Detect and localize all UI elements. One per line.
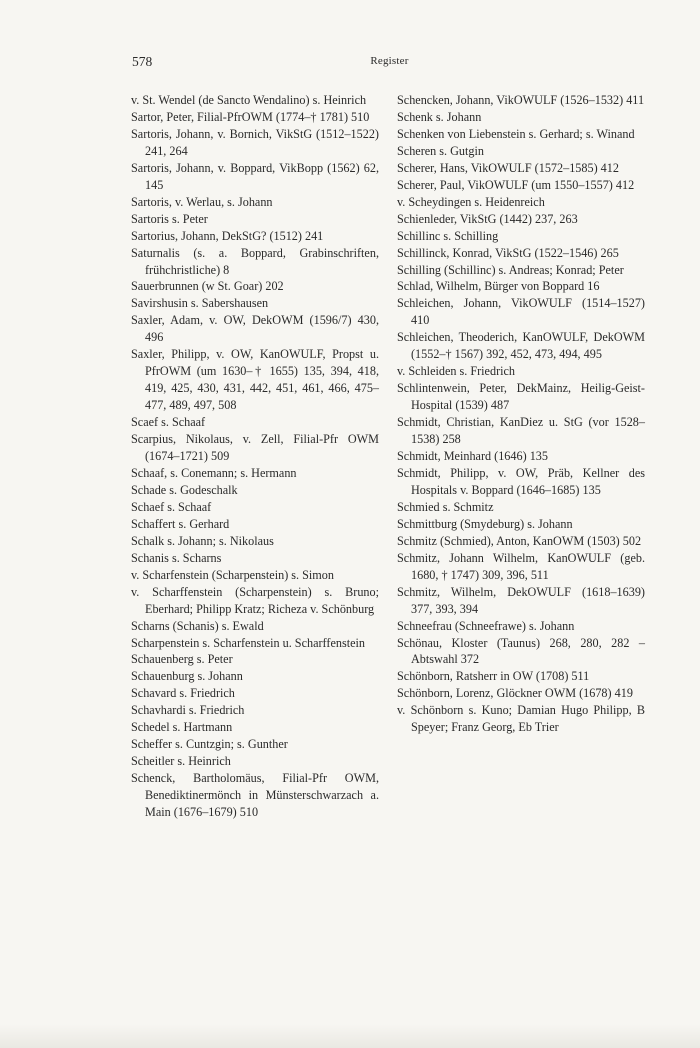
index-entry: Schavhardi s. Friedrich bbox=[131, 703, 245, 718]
index-entry: v. St. Wendel (de Sancto Wendalino) s. Heinrich bbox=[131, 93, 367, 107]
index-column-left bbox=[131, 92, 379, 821]
index-entry: Schneefrau (Schneefrawe) s. Johann bbox=[397, 618, 575, 633]
index-entry: Schalk s. Johann; s. Nikolaus bbox=[131, 533, 274, 548]
index-entry: Schönau, Kloster (Taunus) 268, 280, 282 – Abtswahl 372 bbox=[397, 635, 645, 667]
index-entry: Schmidt, Philipp, v. OW, Präb, Kellner des Hospitals v. Boppard (1646–1685) 135 bbox=[397, 465, 645, 497]
index-entry: Schauenburg s. Johann bbox=[131, 669, 243, 684]
index-entry: Savirshusin s. Sabershausen bbox=[131, 296, 269, 311]
index-entry: Saxler, Philipp, v. OW, KanOWULF, Propst u. PfrOWM (um 1630–† 1655) 135, 394, 418, 419, 425, 430, 431, 442, 451, 461, 466, 475–477, 489, 497, 508 bbox=[131, 347, 379, 413]
index-entry: Schaef s. Schaaf bbox=[131, 499, 212, 514]
index-entry: Schleichen, Johann, VikOWULF (1514–1527) 410 bbox=[397, 296, 645, 328]
index-entry: Schade s. Godeschalk bbox=[131, 482, 238, 497]
index-entry: v. Scheydingen s. Heidenreich bbox=[397, 194, 545, 209]
index-entry: Sartor, Peter, Filial-PfrOWM (1774–† 1781) 510 bbox=[131, 109, 370, 124]
index-entry: Scharpenstein s. Scharfenstein u. Scharffenstein bbox=[131, 635, 365, 650]
index-entry: Saturnalis (s. a. Boppard, Grabinschriften, frühchristliche) 8 bbox=[131, 245, 379, 277]
index-entry: Schmittburg (Smydeburg) s. Johann bbox=[397, 516, 573, 531]
index-entry: Scheffer s. Cuntzgin; s. Gunther bbox=[131, 737, 288, 752]
page-number: 578 bbox=[132, 54, 153, 69]
index-entry: Sartoris s. Peter bbox=[131, 211, 208, 226]
page-header bbox=[132, 54, 652, 72]
index-entry: v. Schönborn s. Kuno; Damian Hugo Philipp, B Speyer; Franz Georg, Eb Trier bbox=[397, 703, 645, 735]
index-entry: Saxler, Adam, v. OW, DekOWM (1596/7) 430, 496 bbox=[131, 313, 379, 345]
index-entry: Schmitz, Wilhelm, DekOWULF (1618–1639) 377, 393, 394 bbox=[397, 584, 645, 616]
index-entry: Sartorius, Johann, DekStG? (1512) 241 bbox=[131, 228, 324, 243]
index-entry: Schmied s. Schmitz bbox=[397, 499, 494, 514]
index-entry: Schlintenwein, Peter, DekMainz, Heilig-Geist-Hospital (1539) 487 bbox=[397, 381, 645, 413]
index-entry: Sauerbrunnen (w St. Goar) 202 bbox=[131, 279, 284, 294]
index-entry: Schmitz (Schmied), Anton, KanOWM (1503) 502 bbox=[397, 533, 642, 548]
index-entry: Scheitler s. Heinrich bbox=[131, 754, 231, 769]
index-entry: Schönborn, Lorenz, Glöckner OWM (1678) 419 bbox=[397, 686, 633, 701]
index-entry: Schencken, Johann, VikOWULF (1526–1532) 411 bbox=[397, 93, 645, 107]
index-entry: Schavard s. Friedrich bbox=[131, 686, 235, 701]
index-entry: Scharns (Schanis) s. Ewald bbox=[131, 618, 264, 633]
index-entry: Sartoris, Johann, v. Boppard, VikBopp (1562) 62, 145 bbox=[131, 160, 379, 192]
index-entry: Schanis s. Scharns bbox=[131, 550, 222, 565]
index-entry: Sartoris, v. Werlau, s. Johann bbox=[131, 194, 273, 209]
index-entry: Schmidt, Christian, KanDiez u. StG (vor 1528–1538) 258 bbox=[397, 415, 645, 447]
index-entry: Schenken von Liebenstein s. Gerhard; s. Winand bbox=[397, 126, 635, 141]
index-entry: Schillinck, Konrad, VikStG (1522–1546) 265 bbox=[397, 245, 619, 260]
index-entry: Scherer, Paul, VikOWULF (um 1550–1557) 412 bbox=[397, 177, 635, 192]
index-entry: Sartoris, Johann, v. Bornich, VikStG (1512–1522) 241, 264 bbox=[131, 126, 379, 158]
index-entry: v. Scharffenstein (Scharpenstein) s. Bruno; Eberhard; Philipp Kratz; Richeza v. Schönburg bbox=[131, 584, 379, 616]
index-entry: Scarpius, Nikolaus, v. Zell, Filial-Pfr OWM (1674–1721) 509 bbox=[131, 432, 379, 464]
index-entry: v. Schleiden s. Friedrich bbox=[397, 364, 516, 379]
index-entry: Scheren s. Gutgin bbox=[397, 143, 484, 158]
index-entry: Schmitz, Johann Wilhelm, KanOWULF (geb. 1680, † 1747) 309, 396, 511 bbox=[397, 550, 645, 582]
index-entry: Schlad, Wilhelm, Bürger von Boppard 16 bbox=[397, 279, 600, 294]
index-entry: Schaaf, s. Conemann; s. Hermann bbox=[131, 465, 297, 480]
index-entry: Schilling (Schillinc) s. Andreas; Konrad; Peter bbox=[397, 262, 624, 277]
index-entry: Schauenberg s. Peter bbox=[131, 652, 233, 667]
index-entry: Schaffert s. Gerhard bbox=[131, 516, 230, 531]
index-entry: v. Scharfenstein (Scharpenstein) s. Simon bbox=[131, 567, 334, 582]
index-entry: Scherer, Hans, VikOWULF (1572–1585) 412 bbox=[397, 160, 619, 175]
index-entry: Schönborn, Ratsherr in OW (1708) 511 bbox=[397, 669, 590, 684]
page-bottom-shadow bbox=[0, 1024, 700, 1048]
index-entry: Schenck, Bartholomäus, Filial-Pfr OWM, Benediktinermönch in Münsterschwarzach a. Main (1676–1679) 510 bbox=[131, 771, 379, 820]
index-column-right bbox=[397, 92, 645, 736]
index-entry: Schienleder, VikStG (1442) 237, 263 bbox=[397, 211, 578, 226]
index-entry: Schenk s. Johann bbox=[397, 109, 482, 124]
index-entry: Schillinc s. Schilling bbox=[397, 228, 499, 243]
running-head: Register bbox=[370, 55, 409, 67]
index-entry: Scaef s. Schaaf bbox=[131, 415, 206, 430]
index-entry: Schleichen, Theoderich, KanOWULF, DekOWM (1552–† 1567) 392, 452, 473, 494, 495 bbox=[397, 330, 645, 362]
index-entry: Schedel s. Hartmann bbox=[131, 720, 233, 735]
index-entry: Schmidt, Meinhard (1646) 135 bbox=[397, 449, 548, 464]
